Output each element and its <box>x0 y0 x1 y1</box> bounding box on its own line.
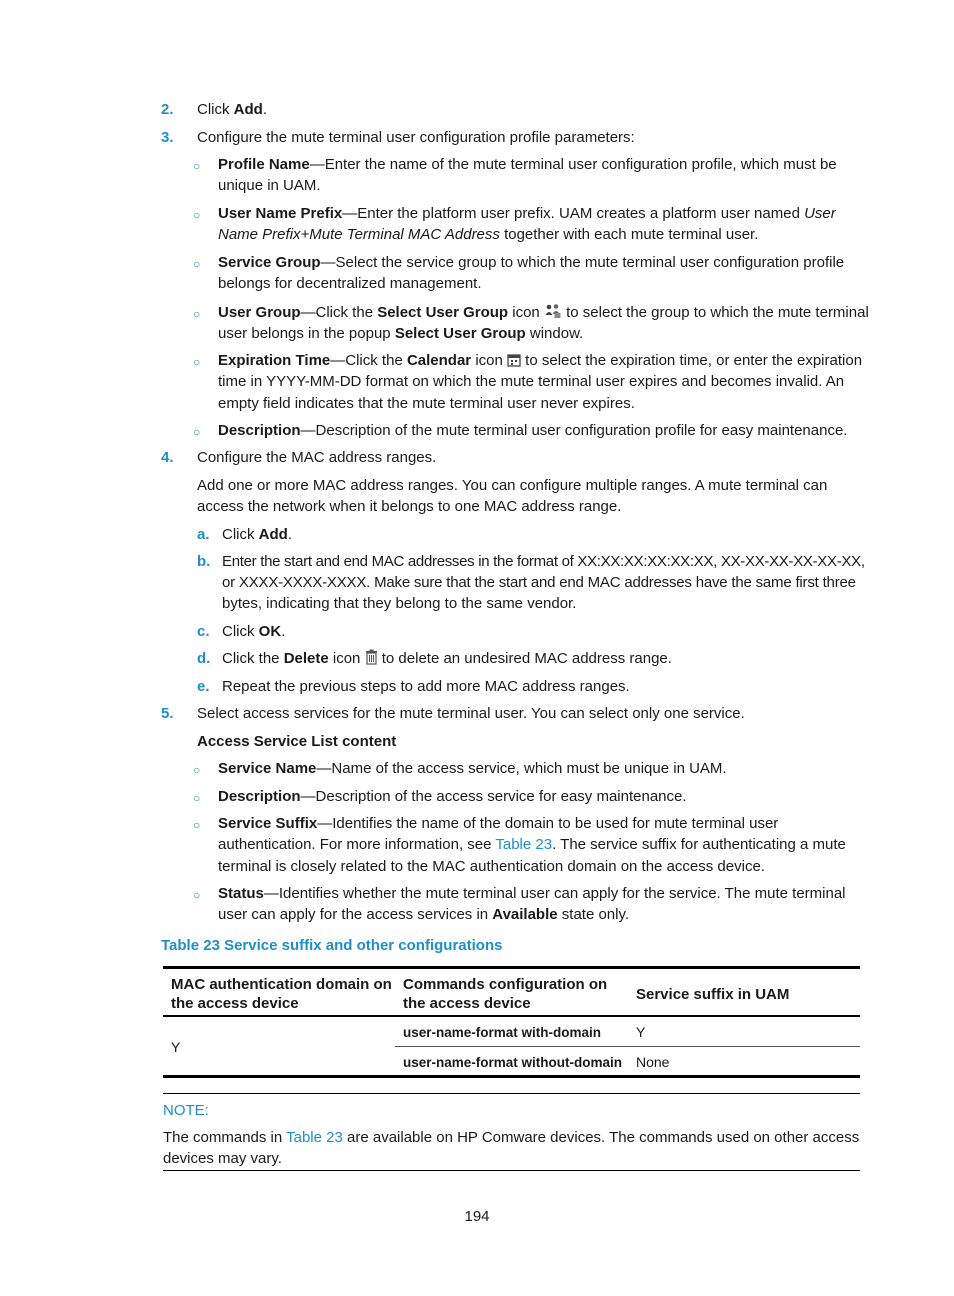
bullet-icon: ○ <box>193 425 201 439</box>
service-suffix-line: terminal is closely related to the MAC authentication domain on the access device. <box>218 858 765 875</box>
table-23-link[interactable]: Table 23 <box>495 836 553 853</box>
table-header-cell: MAC authentication domain on <box>171 976 392 993</box>
table-caption: Table 23 Service suffix and other configurations <box>161 937 503 954</box>
substep-b-text: bytes, indicating that they belong to the same vendor. <box>222 595 577 612</box>
step-4-paragraph: Add one or more MAC address ranges. You can configure multiple ranges. A mute terminal can <box>197 477 828 494</box>
substep-e-text: Repeat the previous steps to add more MAC address ranges. <box>222 678 630 695</box>
substep-label: d. <box>197 650 211 667</box>
table-23-link[interactable]: Table 23 <box>286 1129 343 1146</box>
table-header-cell: the access device <box>171 995 299 1012</box>
note-top-rule <box>163 1093 860 1094</box>
expiration-time-line: empty field indicates that the mute terminal user never expires. <box>218 395 635 412</box>
service-suffix-line: Service Suffix—Identifies the name of the domain to be used for mute terminal user <box>218 815 779 832</box>
table-cell-command: user-name-format without-domain <box>403 1055 623 1070</box>
step-5-text: Select access services for the mute terminal user. You can select only one service. <box>197 705 745 722</box>
service-name-line: Service Name—Name of the access service, which must be unique in UAM. <box>218 760 727 777</box>
step-4-paragraph: access the network when it belongs to one MAC address range. <box>197 498 622 515</box>
table-header-cell: the access device <box>403 995 531 1012</box>
table-cell-command: user-name-format with-domain <box>403 1025 602 1040</box>
table-header-cell: Commands configuration on <box>403 976 608 993</box>
table-row-divider <box>395 1046 860 1047</box>
table-cell-suffix: Y <box>636 1024 646 1040</box>
table-header-rule <box>163 1015 860 1017</box>
select-user-group-icon <box>544 303 562 325</box>
bullet-icon: ○ <box>193 307 201 321</box>
substep-label: e. <box>197 678 210 695</box>
substep-d-text: Click the Delete icon to delete an undesired MAC address range. <box>222 649 672 671</box>
page-number: 194 <box>464 1208 490 1225</box>
description-line: Description—Description of the mute terminal user configuration profile for easy maintenance. <box>218 422 848 439</box>
step-4-text: Configure the MAC address ranges. <box>197 449 437 466</box>
step-3-text: Configure the mute terminal user configuration profile parameters: <box>197 129 635 146</box>
note-text: The commands in Table 23 are available on HP Comware devices. The commands used on other access <box>163 1129 860 1146</box>
step-number: 4. <box>161 449 174 466</box>
access-service-heading: Access Service List content <box>197 733 397 750</box>
service-suffix-line: authentication. For more information, see Table 23. The service suffix for authenticating a mute <box>218 836 846 853</box>
step-number: 3. <box>161 129 174 146</box>
note-bottom-rule <box>163 1170 860 1171</box>
bullet-icon: ○ <box>193 791 201 805</box>
substep-label: a. <box>197 526 210 543</box>
status-line: Status—Identifies whether the mute terminal user can apply for the service. The mute terminal <box>218 885 846 902</box>
service-group-line: belongs for decentralized management. <box>218 275 482 292</box>
table-cell-suffix: None <box>636 1054 670 1070</box>
table-top-rule <box>163 966 860 969</box>
expiration-time-line: Expiration Time—Click the Calendar icon to select the expiration time, or enter the expiration <box>218 351 862 373</box>
user-name-prefix-line: Name Prefix+Mute Terminal MAC Address together with each mute terminal user. <box>218 226 759 243</box>
expiration-time-line: time in YYYY-MM-DD format on which the mute terminal user expires and becomes invalid. An <box>218 373 845 390</box>
substep-b-text: or XXXX-XXXX-XXXX. Make sure that the start and end MAC addresses have the same first three <box>222 574 856 591</box>
trash-icon <box>365 649 378 671</box>
bullet-icon: ○ <box>193 818 201 832</box>
table-bottom-rule <box>163 1075 860 1078</box>
note-title: NOTE: <box>163 1102 209 1119</box>
description-line: Description—Description of the access service for easy maintenance. <box>218 788 687 805</box>
bullet-icon: ○ <box>193 763 201 777</box>
step-number: 5. <box>161 705 174 722</box>
substep-c-text: Click OK. <box>222 623 286 640</box>
note-text: devices may vary. <box>163 1150 282 1167</box>
user-name-prefix-line: User Name Prefix—Enter the platform user prefix. UAM creates a platform user named User <box>218 205 836 222</box>
step-number: 2. <box>161 101 174 118</box>
substep-b-text: Enter the start and end MAC addresses in the format of XX:XX:XX:XX:XX:XX, XX-XX-XX-XX-XX-XX, <box>222 553 865 570</box>
service-group-line: Service Group—Select the service group to which the mute terminal user configuration profile <box>218 254 845 271</box>
user-group-line: user belongs in the popup Select User Group window. <box>218 325 584 342</box>
bullet-icon: ○ <box>193 159 201 173</box>
substep-a-text: Click Add. <box>222 526 293 543</box>
substep-label: b. <box>197 553 211 570</box>
user-group-line: User Group—Click the Select User Group icon to select the group to which the mute terminal <box>218 303 869 325</box>
profile-name-line: unique in UAM. <box>218 177 321 194</box>
substep-label: c. <box>197 623 210 640</box>
calendar-icon <box>507 353 521 373</box>
bullet-icon: ○ <box>193 355 201 369</box>
profile-name-line: Profile Name—Enter the name of the mute terminal user configuration profile, which must be <box>218 156 837 173</box>
bullet-icon: ○ <box>193 888 201 902</box>
bullet-icon: ○ <box>193 208 201 222</box>
step-2-text: Click Add. <box>197 101 268 118</box>
bullet-icon: ○ <box>193 257 201 271</box>
table-cell-domain: Y <box>171 1039 181 1055</box>
status-line: user can apply for the access services in Available state only. <box>218 906 630 923</box>
table-header-cell: Service suffix in UAM <box>636 986 790 1003</box>
